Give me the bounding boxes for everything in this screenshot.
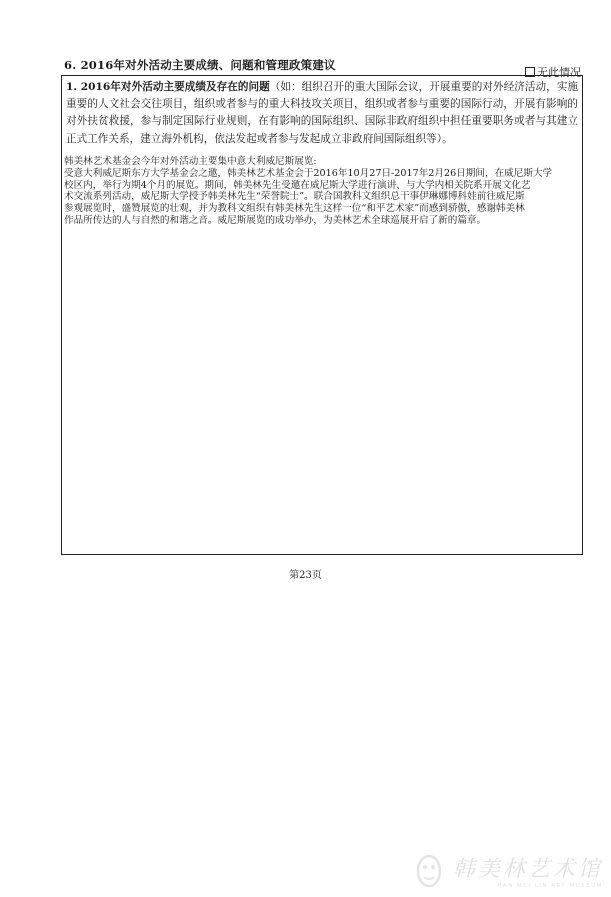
- watermark-english: HAN MEI LIN ART MUSEUM: [497, 883, 603, 889]
- answer-line: 参观展览时，盛赞展览的壮观，并为教科文组织有韩美林先生这样一位“和平艺术家”而感到骄傲，感谢韩美林: [64, 203, 525, 215]
- watermark-chinese: 韩美林艺术馆: [452, 857, 603, 882]
- question-prompt-title: 1. 2016年对外活动主要成绩及存在的问题: [66, 81, 270, 93]
- face-seal-icon: [411, 853, 447, 889]
- answer-line: 校区内，举行为期4个月的展览。期间，韩美林先生受邀在威尼斯大学进行演讲、与大学内相关院系开展文化艺: [64, 179, 531, 191]
- question-prompt-examples: （如：组织召开的重大国际会议，开展重要的对外经济活动，实施重要的人文社会交往项目，组织或者参与的重大科技攻关项目，组织或者参与重要的国际行动，开展有影响的对外扶贫救援，参与制定国际行业规则，在有影响的国际组织、国际非政府组织中担任重要职务或者与其建立正式工作关系，建立海外机构，依法发起或者参与发起成立非政府间国际组织等）。: [66, 81, 579, 145]
- answer-line: 作品所传达的人与自然的和谐之音。威尼斯展览的成功举办，为美林艺术全球巡展开启了新的篇章。: [64, 214, 487, 226]
- answer-line: 受意大利威尼斯东方大学基金会之邀，韩美林艺术基金会于2016年10月27日-2017年2月26日期间，在威尼斯大学: [64, 167, 553, 179]
- museum-watermark: [411, 852, 603, 889]
- answer-line: 韩美林艺术基金会今年对外活动主要集中意大利威尼斯展览:: [64, 156, 317, 167]
- section-header: 6. 2016年对外活动主要成绩、问题和管理政策建议: [64, 58, 336, 72]
- report-content-box: [61, 75, 583, 555]
- page-number: 第23页: [289, 570, 322, 581]
- question-prompt: [66, 79, 578, 148]
- answer-line: 术交流系列活动，威尼斯大学授予韩美林先生“荣誉院士”。联合国教科文组织总干事伊琳娜博科娃前往威尼斯: [64, 191, 525, 203]
- no-situation-label: 无此情况: [537, 66, 581, 79]
- answer-text: [64, 156, 578, 227]
